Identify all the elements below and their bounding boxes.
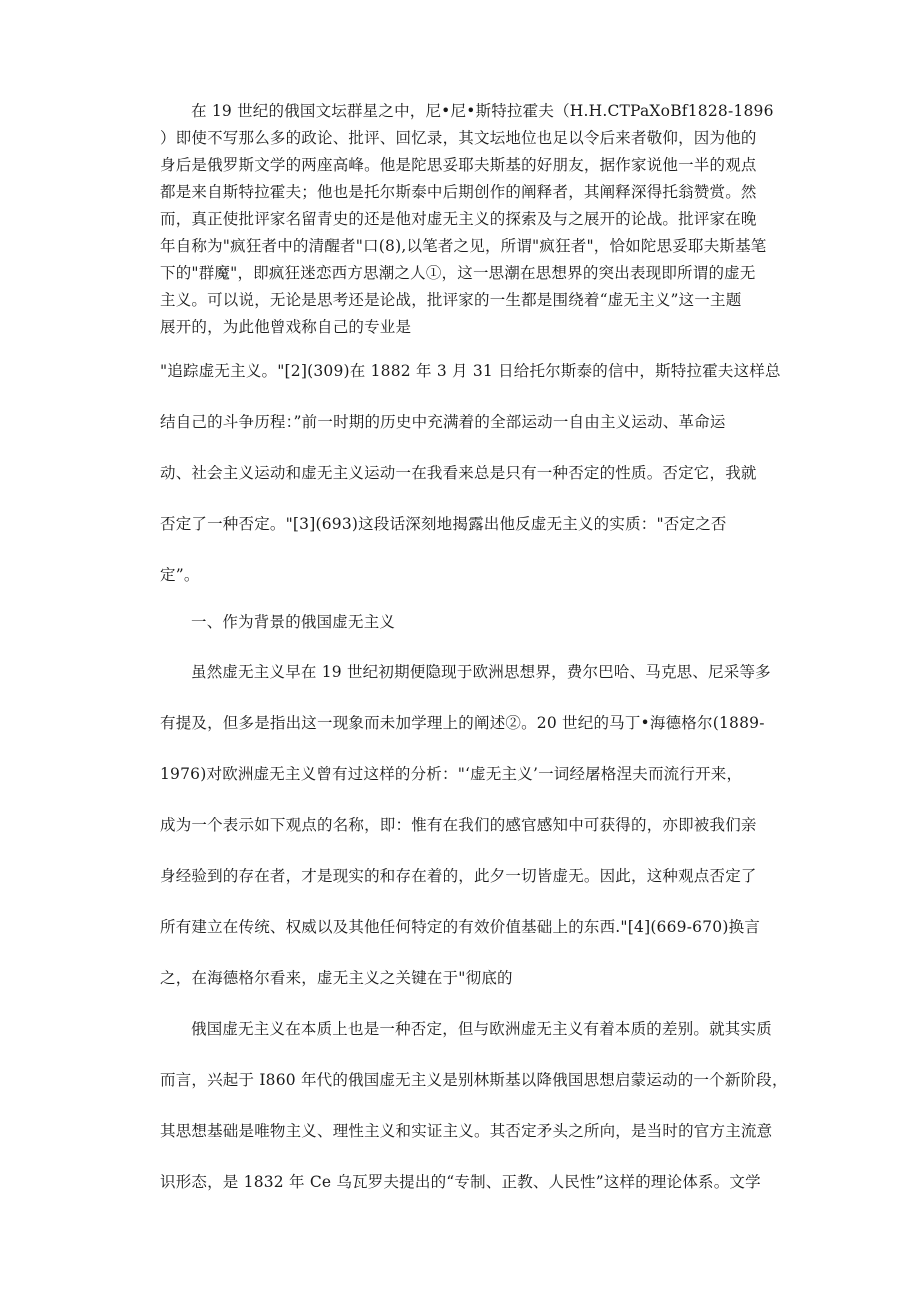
text-line: 俄国虚无主义在本质上也是一种否定，但与欧洲虚无主义有着本质的差别。就其实质	[191, 1020, 772, 1038]
text-line: 其思想基础是唯物主义、理性主义和实证主义。其否定矛头之所向，是当时的官方主流意	[160, 1122, 773, 1140]
text-line: 展开的，为此他曾戏称自己的专业是	[160, 318, 412, 336]
text-line: 否定了一种否定。"[3](693)这段话深刻地揭露出他反虚无主义的实质："否定之否	[160, 515, 727, 533]
text-line: 结自己的斗争历程：”前一时期的历史中充满着的全部运动一自由主义运动、革命运	[160, 413, 726, 431]
text-line: 而言，兴起于 I860 年代的俄国虚无主义是别林斯基以降俄国思想启蒙运动的一个新阶段，	[160, 1071, 788, 1089]
text-line: 虽然虚无主义早在 19 世纪初期便隐现于欧洲思想界，费尔巴哈、马克思、尼采等多	[191, 663, 771, 681]
text-line: 身经验到的存在者，才是现实的和存在着的，此夕一切皆虚无。因此，这种观点否定了	[160, 867, 757, 885]
text-line: 1976)对欧洲虚无主义曾有过这样的分析："‘虚无主义’一词经屠格涅夫而流行开来，	[160, 765, 743, 783]
text-line: 定”。	[160, 566, 200, 584]
text-line: 而，真正使批评家名留青史的还是他对虚无主义的探索及与之展开的论战。批评家在晚	[160, 210, 757, 228]
text-line: 身后是俄罗斯文学的两座高峰。他是陀思妥耶夫斯基的好朋友，据作家说他一半的观点	[160, 156, 757, 174]
text-line: 有提及，但多是指出这一现象而未加学理上的阐述②。20 世纪的马丁•海德格尔(1889-	[160, 714, 765, 732]
text-line: 识形态，是 1832 年 Ce 乌瓦罗夫提出的“专制、正教、人民性”这样的理论体系。文学	[160, 1173, 761, 1191]
text-line: 在 19 世纪的俄国文坛群星之中，尼•尼•斯特拉霍夫（H.H.CTPaXoBf1828-1896	[191, 102, 774, 120]
text-line: 成为一个表示如下观点的名称，即：惟有在我们的感官感知中可获得的，亦即被我们亲	[160, 816, 757, 834]
text-line: 所有建立在传统、权威以及其他任何特定的有效价值基础上的东西."[4](669-670)换言	[160, 918, 761, 936]
text-line: 主义。可以说，无论是思考还是论战，批评家的一生都是围绕着“虚无主义”这一主题	[160, 291, 742, 309]
text-line: 年自称为"疯狂者中的清醒者"口(8),以笔者之见，所谓"疯狂者"，恰如陀思妥耶夫斯基笔	[160, 237, 767, 255]
section-heading: 一、作为背景的俄国虚无主义	[191, 613, 396, 631]
text-line: 下的"群魔"，即疯狂迷恋西方思潮之人①，这一思潮在思想界的突出表现即所谓的虚无	[160, 264, 756, 282]
text-line: 都是来自斯特拉霍夫；他也是托尔斯泰中后期创作的阐释者，其阐释深得托翁赞赏。然	[160, 183, 757, 201]
text-line: ）即使不写那么多的政论、批评、回忆录，其文坛地位也足以令后来者敬仰，因为他的	[160, 129, 757, 147]
text-line: 动、社会主义运动和虚无主义运动一在我看来总是只有一种否定的性质。否定它，我就	[160, 464, 757, 482]
text-line: 之，在海德格尔看来，虚无主义之关键在于"彻底的	[160, 969, 513, 987]
text-line: "追踪虚无主义。"[2](309)在 1882 年 3 月 31 日给托尔斯泰的信中，斯特拉霍夫这样总	[160, 362, 781, 380]
